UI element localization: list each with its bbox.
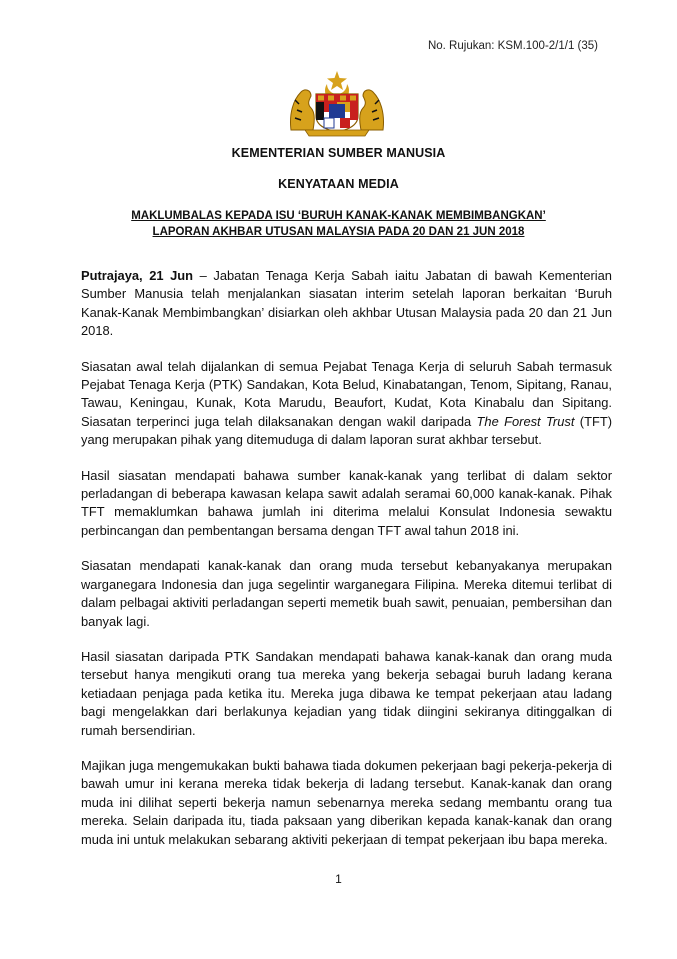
reference-number: No. Rujukan: KSM.100-2/1/1 (35) <box>427 40 598 52</box>
statement-type-heading: KENYATAAN MEDIA <box>278 177 399 191</box>
paragraph-6: Majikan juga mengemukakan bukti bahawa tiada dokumen pekerjaan bagi pekerja-pekerja di bawah umur ini kerana mereka tidak bekerja di ladang tersebut. Kanak-kanak dan orang muda ini dilihat seperti bekerja namun sebenarnya mereka sedang membantu orang tua mereka. Selain daripada itu, tiada paksaan yang diberikan kepada kanak-kanak dan orang muda ini untuk melakukan sebarang aktiviti pekerjaan di tempat pekerjaan ibu bapa mereka. <box>81 757 612 847</box>
statement-body <box>81 267 612 866</box>
subject-line-2: LAPORAN AKHBAR UTUSAN MALAYSIA PADA 20 DAN 21 JUN 2018 <box>152 226 525 238</box>
paragraph-2: Siasatan awal telah dijalankan di semua Pejabat Tenaga Kerja di seluruh Sabah termasuk Pejabat Tenaga Kerja (PTK) Sandakan, Kota Belud, Kinabatangan, Tenom, Sipitang, Ranau, Tawau, Keningau, Kunak, Kota Marudu, Beaufort, Kudat, Kota Kinabalu dan Sipitang. Siasatan terperinci juga telah dilaksanakan dengan wakil daripada The Forest Trust (TFT) yang merupakan pihak yang ditemuduga di dalam laporan surat akhbar tersebut. <box>81 358 612 448</box>
subject-line-1: MAKLUMBALAS KEPADA ISU ‘BURUH KANAK-KANAK MEMBIMBANGKAN’ <box>131 210 546 222</box>
subject-heading <box>0 208 677 240</box>
malaysia-coat-of-arms-icon <box>287 70 387 138</box>
ministry-heading: KEMENTERIAN SUMBER MANUSIA <box>231 146 446 160</box>
page-number: 1 <box>335 872 342 886</box>
organisation-name: The Forest Trust <box>476 413 575 429</box>
dateline: Putrajaya, 21 Jun <box>81 268 194 283</box>
paragraph-4: Siasatan mendapati kanak-kanak dan orang muda tersebut kebanyakanya merupakan warganegara Indonesia dan juga segelintir warganegara Filipina. Mereka ditemui terlibat di dalam pelbagai aktiviti perladangan seperti memetik buah sawit, penuaian, pembersihan dan banyak lagi. <box>81 558 612 629</box>
paragraph-3: Hasil siasatan mendapati bahawa sumber kanak-kanak yang terlibat di dalam sektor perladangan di beberapa kawasan kelapa sawit adalah seramai 60,000 kanak-kanak. Pihak TFT memaklumkan bahawa jumlah ini diterima melalui Konsulat Indonesia sewaktu perbincangan dan pembentangan bersama dengan TFT awal tahun 2018 ini. <box>81 467 612 538</box>
paragraph-1: Putrajaya, 21 Jun – Jabatan Tenaga Kerja Sabah iaitu Jabatan di bawah Kementerian Sumber Manusia telah menjalankan siasatan interim setelah laporan berkaitan ‘Buruh Kanak-Kanak Membimbangkan’ disiarkan oleh akhbar Utusan Malaysia pada 20 dan 21 Jun 2018. <box>81 268 612 339</box>
paragraph-5: Hasil siasatan daripada PTK Sandakan mendapati bahawa kanak-kanak dan orang muda tersebut hanya mengikuti orang tua mereka yang bekerja sebagai buruh ladang kerana ketiadaan penjaga pada ketika itu. Mereka juga dibawa ke tempat pekerjaan atau ladang bagi mengelakkan dari berlakunya kejadian yang tidak diingini sekiranya ditinggalkan di rumah bersendirian. <box>81 648 612 738</box>
